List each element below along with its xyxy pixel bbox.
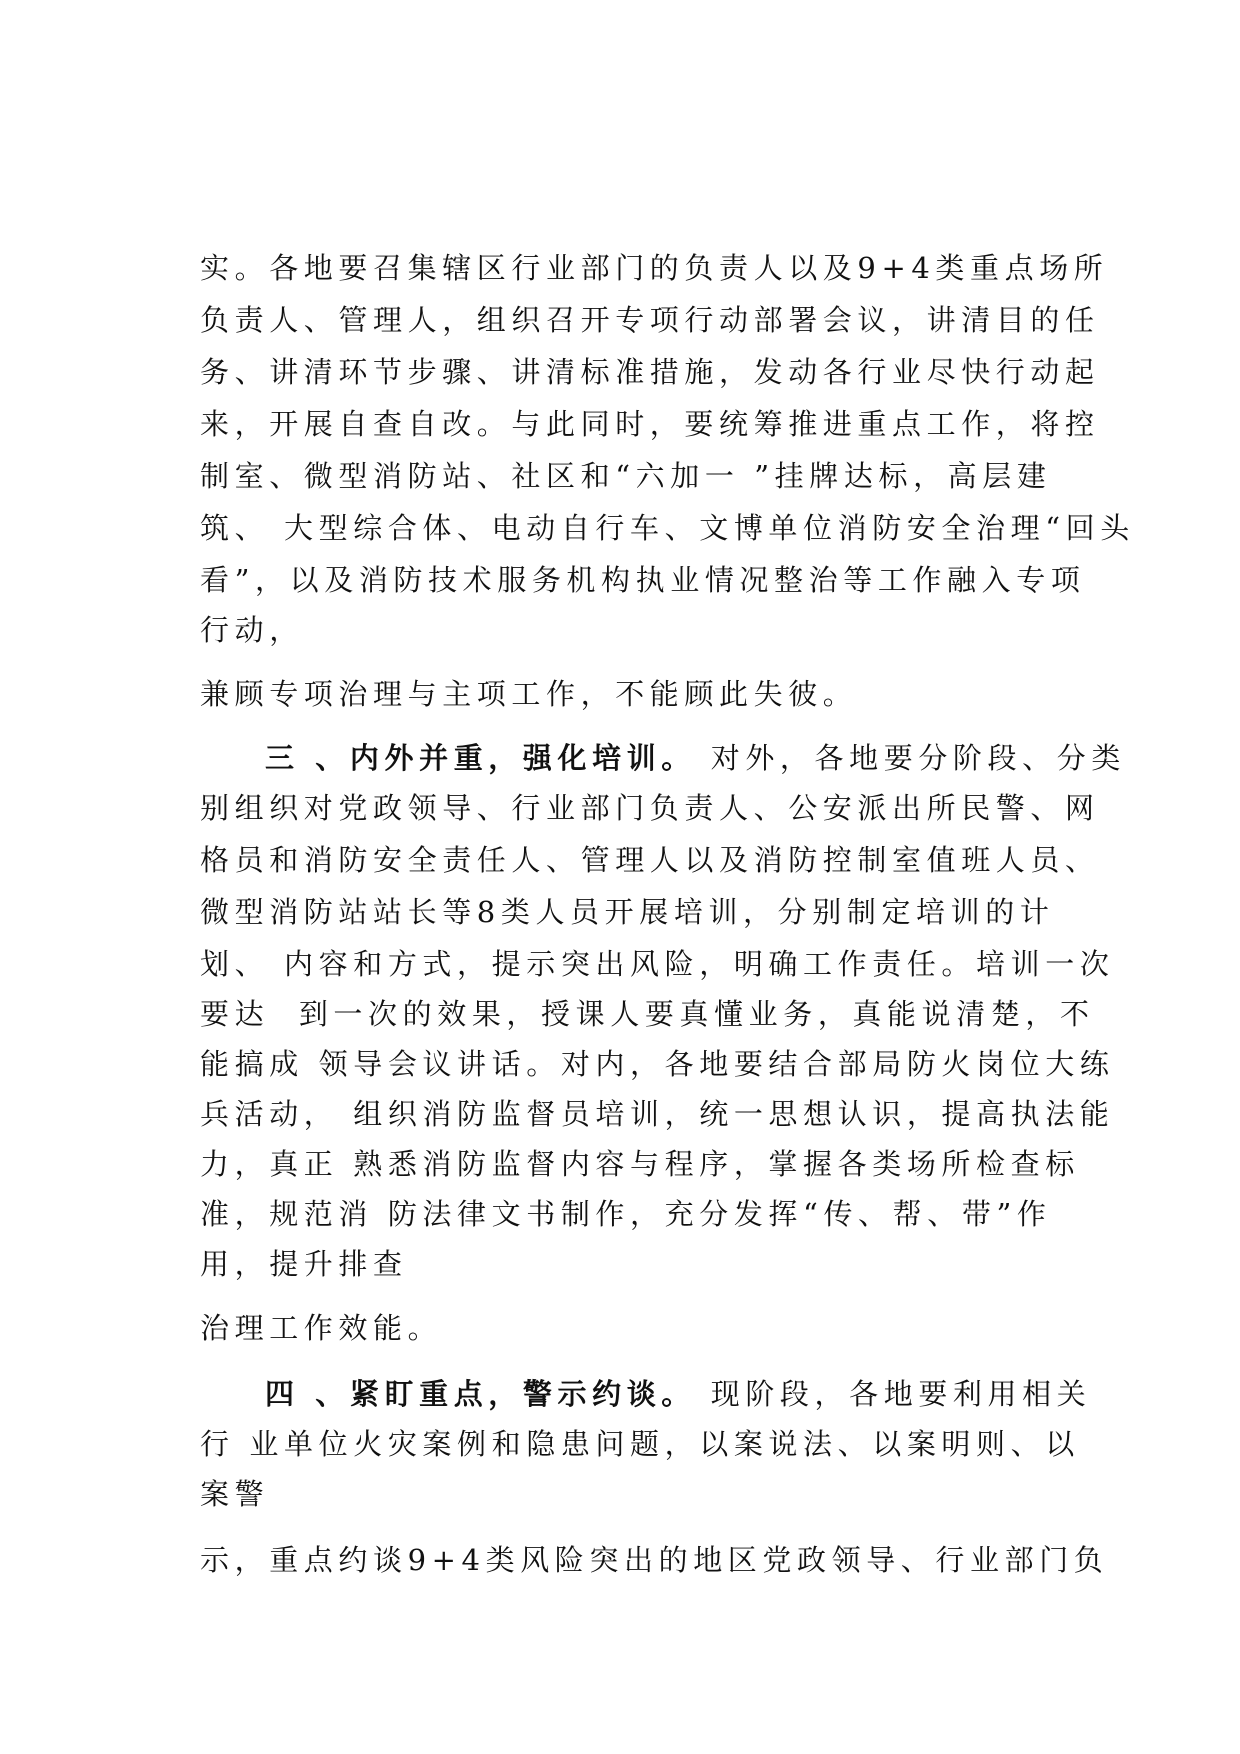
body-text-line: 行 业单位火灾案例和隐患问题，以案说法、以案明则、以: [200, 1427, 1080, 1461]
body-text-line: 兵活动， 组织消防监督员培训，统一思想认识，提高执法能: [200, 1097, 1115, 1131]
body-text-line: 治理工作效能。: [200, 1311, 443, 1345]
body-text-line: 兼顾专项治理与主项工作，不能顾此失彼。: [200, 677, 858, 711]
body-text-line: 要达 到一次的效果，授课人要真懂业务，真能说清楚，不: [200, 997, 1095, 1031]
body-text-line: 格员和消防安全责任人、管理人以及消防控制室值班人员、: [200, 843, 1100, 877]
section-four-heading: 四 、紧盯重点，警示约谈。: [265, 1377, 696, 1411]
body-text-line: 来，开展自查自改。与此同时，要统筹推进重点工作，将控: [200, 407, 1100, 441]
body-text-line: 用，提升排查: [200, 1247, 408, 1281]
body-text-line: 别组织对党政领导、行业部门负责人、公安派出所民警、网: [200, 791, 1100, 825]
body-text-line: 看”，以及消防技术服务机构执业情况整治等工作融入专项: [200, 563, 1086, 597]
body-text-line: 制室、微型消防站、社区和“六加一 ”挂牌达标，高层建: [200, 459, 1052, 493]
section-four-paragraph-start: [265, 1377, 1091, 1411]
section-three-paragraph-start: [265, 741, 1126, 775]
body-text-line: 力，真正 熟悉消防监督内容与程序，掌握各类场所检查标: [200, 1147, 1080, 1181]
body-text-line: 划、 内容和方式，提示突出风险，明确工作责任。培训一次: [200, 947, 1115, 981]
body-text-line: 准，规范消 防法律文书制作，充分发挥“传、帮、带”作: [200, 1197, 1052, 1231]
body-text-line: 示，重点约谈9+4类风险突出的地区党政领导、行业部门负: [200, 1543, 1109, 1577]
body-text-span: 现阶段，各地要利用相关: [710, 1377, 1092, 1411]
section-three-heading: 三 、内外并重，强化培训。: [265, 741, 696, 775]
body-text-line: 实。各地要召集辖区行业部门的负责人以及9+4类重点场所: [200, 251, 1109, 285]
body-text-span: 对外，各地要分阶段、分类: [710, 741, 1126, 775]
body-text-line: 微型消防站站长等8类人员开展培训，分别制定培训的计: [200, 895, 1055, 929]
body-text-line: 行动，: [200, 613, 304, 647]
body-text-line: 能搞成 领导会议讲话。对内，各地要结合部局防火岗位大练: [200, 1047, 1115, 1081]
body-text-line: 负责人、管理人，组织召开专项行动部署会议，讲清目的任: [200, 303, 1100, 337]
body-text-line: 务、讲清环节步骤、讲清标准措施，发动各行业尽快行动起: [200, 355, 1100, 389]
body-text-line: 案警: [200, 1477, 270, 1511]
body-text-line: 筑、 大型综合体、电动自行车、文博单位消防安全治理“回头: [200, 511, 1135, 545]
